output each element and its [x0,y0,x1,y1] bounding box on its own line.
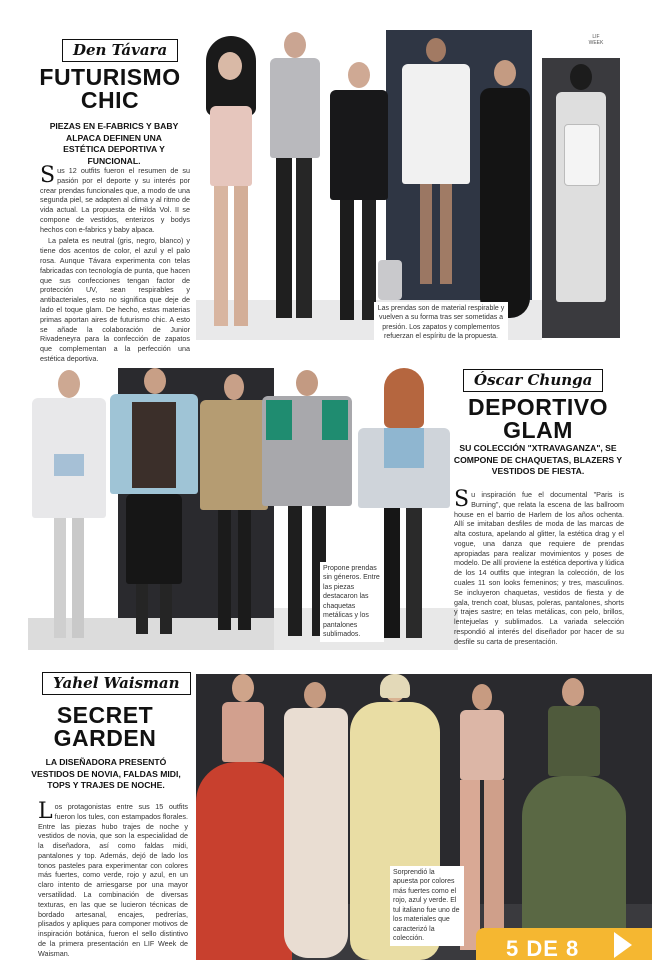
page-indicator[interactable] [476,928,652,960]
runway-photo-1 [196,30,620,340]
section-subtitle-3: LA DISEÑADORA PRESENTÓ VESTIDOS DE NOVIA, FALDAS MIDI, TOPS Y TRAJES DE NOCHE. [31,757,181,791]
title-line-2: GARDEN [53,725,157,751]
photo-caption-3: Sorprendió la apuesta por colores más fuertes como el rojo, azul y verde. El tul italiano fue uno de los materiales que caracterizó la colección. [390,866,464,946]
model-figure [396,38,476,308]
section-title-3 [20,704,190,750]
title-line-2: GLAM [503,417,573,443]
dropcap: L [38,799,53,824]
model-figure [196,374,272,644]
title-line-1: FUTURISMO [39,64,181,90]
designer-name-2: Óscar Chunga [463,369,603,392]
section-subtitle-2: SU COLECCIÓN "XTRAVAGANZA", SE COMPONE DE CHAQUETAS, BLAZERS Y VESTIDOS DE FIESTA. [453,443,623,477]
paragraph: u inspiración fue el documental "Paris is Burning", que relata la escena de las ballroom house en el barrio de Harlem de los años ochenta. Allí se imitaban desfiles de moda de las marcas de alta costura, apelando al glitter, la estética drag y el vogue, una danza que requiere de prendas apropiadas para realizar movimientos y poses de modelo. De allí proviene la estética deportiva y lúdica de los 14 outfits que integran la colección, de los cuales 11 son looks femeninos; y tres, masculinos. Se incluyeron chaquetas, vestidos de fiesta y de gala, trench coat, blusas, poleras, pantalones, shorts y trajes sastre; en telas metálicas, con pelo, brillos, lentejuelas y sublimados. La variada selección respondió al interés del diseñador por hacer de su desfile su carta de presentación. [454,490,624,646]
model-figure [200,36,262,336]
model-figure [108,368,200,648]
section-subtitle-1: PIEZAS EN E-FABRICS Y BABY ALPACA DEFINEN UNA ESTÉTICA DEPORTIVA Y FUNCIONAL. [49,121,179,166]
logo-text: LIF [592,34,600,40]
photo-caption-1: Las prendas son de material respirable y vuelven a su forma tras ser sometidas a presión. Los zapatos y complementos refuerzan el espíritu de la propuesta. [374,302,508,344]
page-indicator-label: 5 DE 8 [506,936,580,961]
dropcap: S [454,487,470,512]
designer-name-1: Den Távara [62,39,178,62]
section-title-1 [30,66,190,112]
title-line-1: SECRET [56,702,154,728]
logo-text: WEEK [588,40,604,46]
section-title-2 [448,396,628,442]
title-line-2: CHIC [80,87,140,113]
chevron-right-icon[interactable] [614,932,632,958]
body-text-3 [38,799,188,961]
paragraph: La paleta es neutral (gris, negro, blanco) y tiene dos acentos de color, el azul y el palo rosa. Aunque Távara experimenta con telas fabricadas con tecnología de punta, que hacen que sus confecciones tengan factor de protección UV, sean respirables y antibacteriales, esto no significa que deje de lado el toque glam. De hecho, estas materias primas aportan aires de futurismo chic. A esto se añade la colaboración de Junior Rivadeneyra para la confección de zapatos que complementan a la perfección una estética deportiva. [40,236,190,363]
model-figure [470,60,540,330]
model-figure [262,30,326,340]
paragraph: us 12 outfits fueron el resumen de su pasión por el deporte y su interés por crear prendas funcionales que, a modo de una segunda piel, se adapten al clima y al ritmo de vida actual. La propuesta de Hilda Vol. II se compone de vestidos, enterizos y bodys hechos con e-fabrics y baby alpaca. [40,166,190,234]
model-figure [324,60,394,340]
runway-photo-2 [28,368,458,650]
model-figure [548,64,614,334]
title-line-1: DEPORTIVO [468,394,608,420]
paragraph: os protagonistas entre sus 15 outfits fueron los tules, con estampados florales. Entre las piezas hubo trajes de noche y vestidos de novia, que son la especialidad de la diseñadora, así como faldas midi, pantalones y top. Además, dejó de lado los tonos pasteles para experimentar con colores más fuertes, como verde, rojo y azul, en un claro intento de arriesgarse por una mayor versatilidad. La combinación de diversas texturas, en las que se lucieron técnicas de bordado artesanal, encajes, pedrerías, plisados y apliques para componer motivos de inspiración botánica, fueron el sello distintivo de la primera presentación en LIF Week de Waisman. [38,802,188,958]
body-text-1 [40,163,190,366]
lif-week-logo [578,34,614,54]
dropcap: S [40,163,56,188]
model-figure [28,370,110,646]
photo-caption-2: Propone prendas sin géneros. Entre las piezas destacaron las chaquetas metálicas y los pantalones sublimados. [320,562,384,642]
designer-name-3: Yahel Waisman [42,672,191,695]
model-figure [518,678,630,960]
body-text-2 [454,487,624,649]
